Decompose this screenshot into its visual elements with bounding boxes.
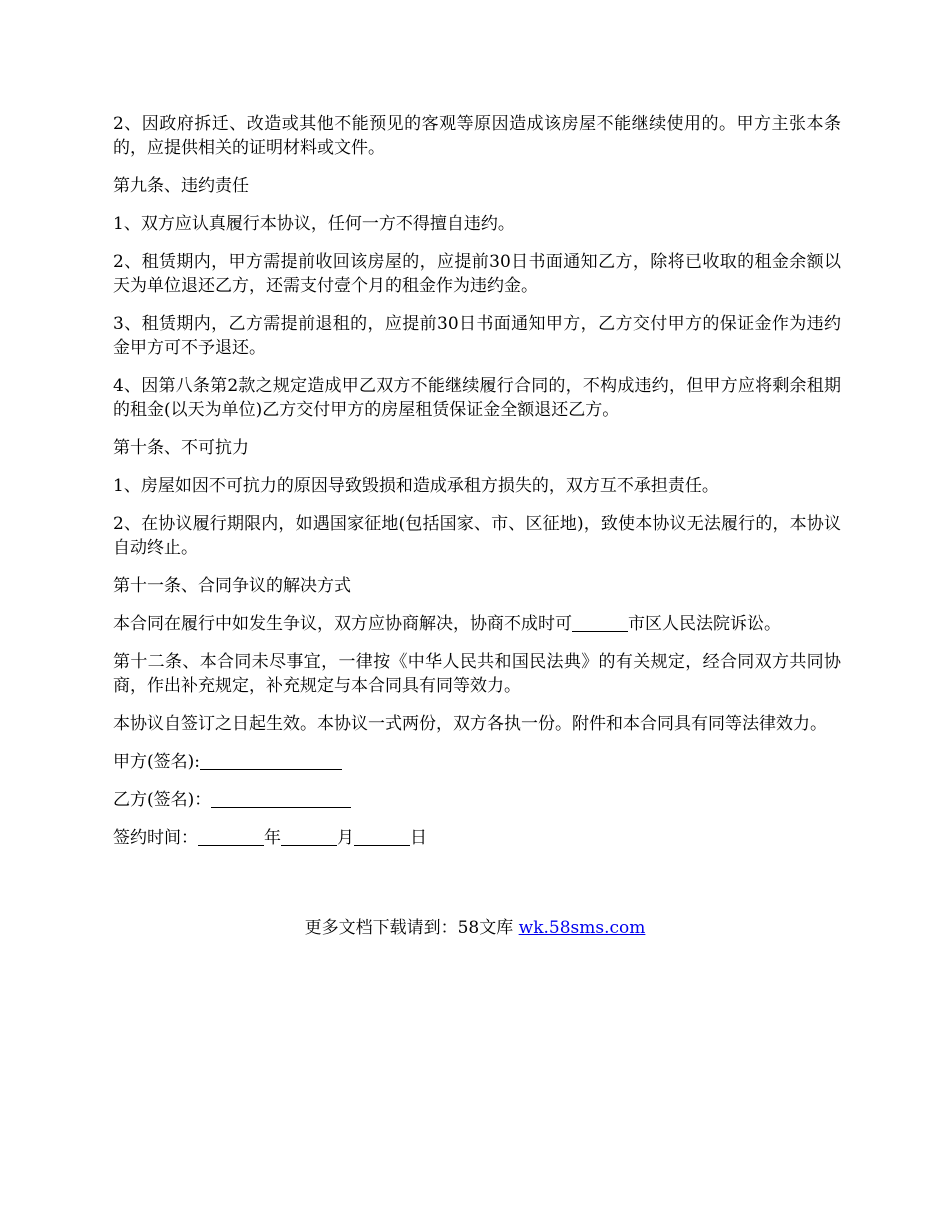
party-a-signature-line [200, 751, 342, 770]
paragraph: 2、在协议履行期限内，如遇国家征地(包括国家、市、区征地)，致使本协议无法履行的，本协议自动终止。 [113, 514, 841, 558]
paragraph: 2、租赁期内，甲方需提前收回该房屋的，应提前30日书面通知乙方，除将已收取的租金余额以天为单位退还乙方，还需支付壹个月的租金作为违约金。 [113, 252, 841, 296]
paragraph: 第十二条、本合同未尽事宜，一律按《中华人民共和国民法典》的有关规定，经合同双方共同协商，作出补充规定，补充规定与本合同具有同等效力。 [113, 652, 841, 696]
party-b-signature-line [211, 789, 351, 808]
paragraph: 2、因政府拆迁、改造或其他不能预见的客观等原因造成该房屋不能继续使用的。甲方主张本条的，应提供相关的证明材料或文件。 [113, 114, 841, 158]
dispute-text-after: 市区人民法院诉讼。 [628, 614, 781, 634]
signing-date [113, 826, 841, 850]
dispute-text-before: 本合同在履行中如发生争议，双方应协商解决，协商不成时可 [113, 614, 572, 634]
month-blank [281, 827, 337, 846]
party-b-signature [113, 788, 841, 812]
paragraph: 1、房屋如因不可抗力的原因导致毁损和造成承租方损失的，双方互不承担责任。 [113, 476, 719, 496]
day-blank [354, 827, 410, 846]
party-a-label: 甲方(签名): [113, 752, 200, 772]
section-heading: 第九条、违约责任 [113, 176, 249, 196]
document-body [113, 112, 841, 864]
month-label: 月 [337, 828, 354, 848]
day-label: 日 [410, 828, 427, 848]
dispute-clause [113, 612, 841, 636]
paragraph: 4、因第八条第2款之规定造成甲乙双方不能继续履行合同的，不构成违约，但甲方应将剩余租期的租金(以天为单位)乙方交付甲方的房屋租赁保证金全额退还乙方。 [113, 376, 841, 420]
paragraph: 本协议自签订之日起生效。本协议一式两份，双方各执一份。附件和本合同具有同等法律效力。 [113, 714, 827, 734]
party-a-signature [113, 750, 841, 774]
party-b-label: 乙方(签名)： [113, 790, 212, 810]
footer-link[interactable]: wk.58sms.com [518, 918, 646, 938]
year-blank [198, 827, 264, 846]
year-label: 年 [264, 828, 281, 848]
court-blank [572, 613, 628, 632]
paragraph: 3、租赁期内，乙方需提前退租的，应提前30日书面通知甲方，乙方交付甲方的保证金作为违约金甲方可不予退还。 [113, 314, 841, 358]
section-heading: 第十条、不可抗力 [113, 438, 249, 458]
date-label: 签约时间： [113, 828, 198, 848]
download-footer [0, 916, 950, 940]
footer-text: 更多文档下载请到：58文库 [304, 918, 519, 938]
section-heading: 第十一条、合同争议的解决方式 [113, 576, 351, 596]
paragraph: 1、双方应认真履行本协议，任何一方不得擅自违约。 [113, 214, 515, 234]
